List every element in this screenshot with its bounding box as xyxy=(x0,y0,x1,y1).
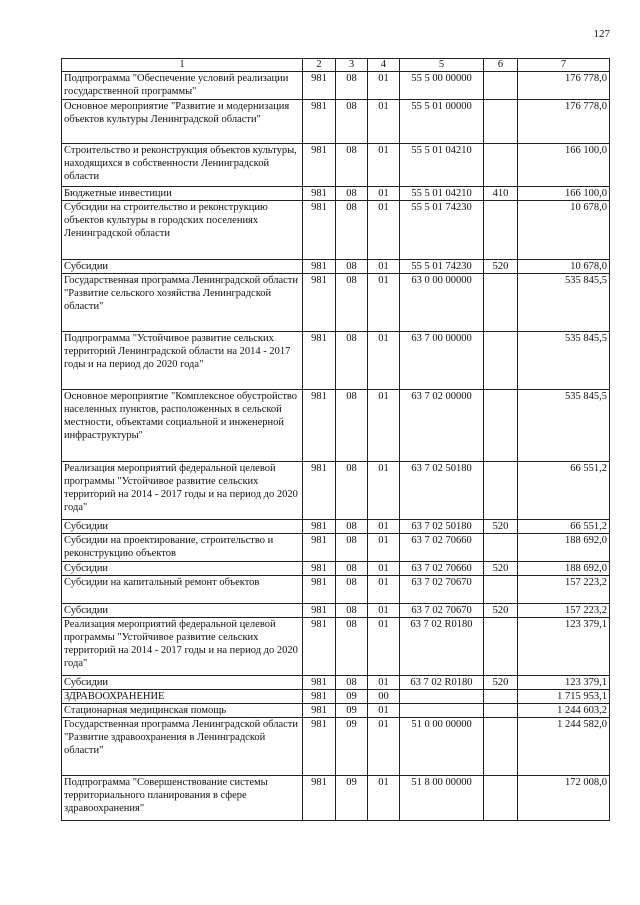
cell-section: 08 xyxy=(336,534,368,562)
cell-amount: 157 223,2 xyxy=(518,576,610,604)
cell-admin-code: 981 xyxy=(303,618,336,676)
cell-amount: 123 379,1 xyxy=(518,618,610,676)
cell-admin-code: 981 xyxy=(303,72,336,100)
row-name: Субсидии на строительство и реконструкцию объектов культуры в городских поселениях Ленинградской области xyxy=(62,201,303,260)
cell-section: 08 xyxy=(336,332,368,390)
table-row xyxy=(62,576,610,604)
cell-amount: 10 678,0 xyxy=(518,260,610,274)
cell-subsection: 01 xyxy=(368,704,400,718)
cell-amount: 10 678,0 xyxy=(518,201,610,260)
cell-admin-code: 981 xyxy=(303,274,336,332)
cell-amount: 535 845,5 xyxy=(518,274,610,332)
row-name: Бюджетные инвестиции xyxy=(62,187,303,201)
cell-expense-type xyxy=(484,776,518,821)
cell-admin-code: 981 xyxy=(303,390,336,462)
table-row xyxy=(62,690,610,704)
cell-section: 08 xyxy=(336,201,368,260)
cell-amount: 176 778,0 xyxy=(518,72,610,100)
cell-subsection: 01 xyxy=(368,72,400,100)
cell-amount: 535 845,5 xyxy=(518,332,610,390)
cell-expense-type: 520 xyxy=(484,676,518,690)
cell-target-article: 63 7 02 50180 xyxy=(400,520,484,534)
cell-section: 08 xyxy=(336,144,368,187)
cell-subsection: 01 xyxy=(368,520,400,534)
cell-admin-code: 981 xyxy=(303,604,336,618)
cell-target-article: 55 5 01 74230 xyxy=(400,201,484,260)
row-name: Подпрограмма "Обеспечение условий реализации государственной программы" xyxy=(62,72,303,100)
cell-amount: 166 100,0 xyxy=(518,144,610,187)
column-header: 4 xyxy=(368,59,400,72)
table-row xyxy=(62,187,610,201)
cell-section: 08 xyxy=(336,562,368,576)
table-row xyxy=(62,332,610,390)
row-name: Государственная программа Ленинградской области "Развитие здравоохранения в Ленинградской области" xyxy=(62,718,303,776)
cell-amount: 123 379,1 xyxy=(518,676,610,690)
cell-target-article: 51 0 00 00000 xyxy=(400,718,484,776)
cell-subsection: 01 xyxy=(368,718,400,776)
cell-section: 09 xyxy=(336,704,368,718)
cell-subsection: 01 xyxy=(368,776,400,821)
cell-amount: 157 223,2 xyxy=(518,604,610,618)
cell-section: 08 xyxy=(336,72,368,100)
cell-section: 09 xyxy=(336,776,368,821)
cell-section: 09 xyxy=(336,690,368,704)
cell-section: 08 xyxy=(336,618,368,676)
column-header: 1 xyxy=(62,59,303,72)
cell-target-article: 63 7 02 50180 xyxy=(400,462,484,520)
cell-expense-type xyxy=(484,100,518,144)
row-name: Реализация мероприятий федеральной целевой программы "Устойчивое развитие сельских территорий на 2014 - 2017 годы и на период до 2020 года" xyxy=(62,462,303,520)
table-row xyxy=(62,201,610,260)
cell-target-article: 51 8 00 00000 xyxy=(400,776,484,821)
cell-target-article: 55 5 01 04210 xyxy=(400,187,484,201)
row-name: Подпрограмма "Совершенствование системы территориального планирования в сфере здравоохранения" xyxy=(62,776,303,821)
row-name: Основное мероприятие "Развитие и модернизация объектов культуры Ленинградской области" xyxy=(62,100,303,144)
cell-amount: 1 715 953,1 xyxy=(518,690,610,704)
cell-expense-type xyxy=(484,332,518,390)
cell-target-article: 63 0 00 00000 xyxy=(400,274,484,332)
cell-admin-code: 981 xyxy=(303,562,336,576)
cell-expense-type xyxy=(484,390,518,462)
cell-subsection: 01 xyxy=(368,604,400,618)
cell-amount: 1 244 582,0 xyxy=(518,718,610,776)
row-name: Субсидии xyxy=(62,676,303,690)
column-header: 7 xyxy=(518,59,610,72)
cell-expense-type xyxy=(484,274,518,332)
cell-admin-code: 981 xyxy=(303,187,336,201)
cell-subsection: 01 xyxy=(368,562,400,576)
cell-expense-type xyxy=(484,576,518,604)
row-name: Субсидии на капитальный ремонт объектов xyxy=(62,576,303,604)
header-row xyxy=(62,59,610,72)
cell-expense-type: 520 xyxy=(484,520,518,534)
cell-target-article: 63 7 02 R0180 xyxy=(400,676,484,690)
cell-expense-type xyxy=(484,72,518,100)
cell-subsection: 01 xyxy=(368,332,400,390)
cell-admin-code: 981 xyxy=(303,676,336,690)
cell-admin-code: 981 xyxy=(303,100,336,144)
cell-expense-type: 410 xyxy=(484,187,518,201)
cell-amount: 188 692,0 xyxy=(518,562,610,576)
cell-subsection: 01 xyxy=(368,676,400,690)
cell-amount: 535 845,5 xyxy=(518,390,610,462)
cell-expense-type xyxy=(484,462,518,520)
cell-target-article: 55 5 01 00000 xyxy=(400,100,484,144)
cell-subsection: 01 xyxy=(368,576,400,604)
cell-admin-code: 981 xyxy=(303,690,336,704)
cell-subsection: 01 xyxy=(368,260,400,274)
cell-target-article: 63 7 02 70660 xyxy=(400,534,484,562)
column-header: 6 xyxy=(484,59,518,72)
cell-admin-code: 981 xyxy=(303,704,336,718)
cell-amount: 176 778,0 xyxy=(518,100,610,144)
cell-section: 08 xyxy=(336,274,368,332)
cell-expense-type xyxy=(484,144,518,187)
table-row xyxy=(62,718,610,776)
table-row xyxy=(62,462,610,520)
cell-amount: 166 100,0 xyxy=(518,187,610,201)
cell-expense-type: 520 xyxy=(484,562,518,576)
cell-amount: 66 551,2 xyxy=(518,520,610,534)
cell-expense-type xyxy=(484,618,518,676)
cell-amount: 172 008,0 xyxy=(518,776,610,821)
cell-subsection: 01 xyxy=(368,201,400,260)
table-row xyxy=(62,274,610,332)
row-name: Стационарная медицинская помощь xyxy=(62,704,303,718)
cell-subsection: 01 xyxy=(368,274,400,332)
cell-amount: 1 244 603,2 xyxy=(518,704,610,718)
cell-target-article xyxy=(400,690,484,704)
cell-subsection: 01 xyxy=(368,390,400,462)
cell-section: 08 xyxy=(336,604,368,618)
cell-section: 08 xyxy=(336,260,368,274)
cell-section: 09 xyxy=(336,718,368,776)
cell-admin-code: 981 xyxy=(303,576,336,604)
row-name: ЗДРАВООХРАНЕНИЕ xyxy=(62,690,303,704)
cell-admin-code: 981 xyxy=(303,201,336,260)
cell-admin-code: 981 xyxy=(303,332,336,390)
row-name: Основное мероприятие "Комплексное обустройство населенных пунктов, расположенных в сельской местности, объектами социальной и инженерной инфраструктуры" xyxy=(62,390,303,462)
row-name: Субсидии xyxy=(62,562,303,576)
cell-expense-type xyxy=(484,704,518,718)
cell-expense-type xyxy=(484,201,518,260)
cell-admin-code: 981 xyxy=(303,520,336,534)
cell-target-article: 63 7 02 70670 xyxy=(400,604,484,618)
cell-subsection: 01 xyxy=(368,618,400,676)
page-number: 127 xyxy=(593,28,610,40)
row-name: Субсидии xyxy=(62,604,303,618)
cell-subsection: 01 xyxy=(368,534,400,562)
cell-subsection: 00 xyxy=(368,690,400,704)
row-name: Реализация мероприятий федеральной целевой программы "Устойчивое развитие сельских территорий на 2014 - 2017 годы и на период до 2020 года" xyxy=(62,618,303,676)
cell-admin-code: 981 xyxy=(303,776,336,821)
table-row xyxy=(62,144,610,187)
cell-subsection: 01 xyxy=(368,462,400,520)
cell-expense-type: 520 xyxy=(484,604,518,618)
table-row xyxy=(62,534,610,562)
cell-section: 08 xyxy=(336,520,368,534)
cell-target-article: 63 7 00 00000 xyxy=(400,332,484,390)
table-row xyxy=(62,676,610,690)
row-name: Строительство и реконструкция объектов культуры, находящихся в собственности Ленинградской области xyxy=(62,144,303,187)
row-name: Субсидии на проектирование, строительство и реконструкцию объектов xyxy=(62,534,303,562)
table-row xyxy=(62,776,610,821)
cell-subsection: 01 xyxy=(368,100,400,144)
cell-section: 08 xyxy=(336,676,368,690)
table-row xyxy=(62,562,610,576)
cell-section: 08 xyxy=(336,462,368,520)
table-row xyxy=(62,260,610,274)
cell-expense-type xyxy=(484,718,518,776)
cell-target-article: 55 5 01 74230 xyxy=(400,260,484,274)
cell-subsection: 01 xyxy=(368,187,400,201)
cell-section: 08 xyxy=(336,390,368,462)
cell-admin-code: 981 xyxy=(303,718,336,776)
cell-admin-code: 981 xyxy=(303,260,336,274)
cell-expense-type: 520 xyxy=(484,260,518,274)
cell-expense-type xyxy=(484,690,518,704)
cell-target-article: 63 7 02 R0180 xyxy=(400,618,484,676)
cell-amount: 66 551,2 xyxy=(518,462,610,520)
row-name: Государственная программа Ленинградской области "Развитие сельского хозяйства Ленинградской области" xyxy=(62,274,303,332)
cell-target-article xyxy=(400,704,484,718)
table-row xyxy=(62,520,610,534)
table-row xyxy=(62,100,610,144)
cell-section: 08 xyxy=(336,187,368,201)
cell-target-article: 55 5 01 04210 xyxy=(400,144,484,187)
row-name: Субсидии xyxy=(62,520,303,534)
cell-subsection: 01 xyxy=(368,144,400,187)
cell-admin-code: 981 xyxy=(303,534,336,562)
cell-target-article: 63 7 02 70670 xyxy=(400,576,484,604)
cell-target-article: 63 7 02 00000 xyxy=(400,390,484,462)
cell-admin-code: 981 xyxy=(303,462,336,520)
cell-amount: 188 692,0 xyxy=(518,534,610,562)
table-row xyxy=(62,72,610,100)
table-row xyxy=(62,390,610,462)
cell-expense-type xyxy=(484,534,518,562)
table-row xyxy=(62,604,610,618)
row-name: Субсидии xyxy=(62,260,303,274)
row-name: Подпрограмма "Устойчивое развитие сельских территорий Ленинградской области на 2014 - 2017 годы и на период до 2020 года" xyxy=(62,332,303,390)
cell-target-article: 63 7 02 70660 xyxy=(400,562,484,576)
cell-section: 08 xyxy=(336,576,368,604)
cell-section: 08 xyxy=(336,100,368,144)
table-row xyxy=(62,704,610,718)
column-header: 5 xyxy=(400,59,484,72)
column-header: 3 xyxy=(336,59,368,72)
table-row xyxy=(62,618,610,676)
cell-target-article: 55 5 00 00000 xyxy=(400,72,484,100)
cell-admin-code: 981 xyxy=(303,144,336,187)
column-header: 2 xyxy=(303,59,336,72)
budget-table xyxy=(61,58,610,821)
